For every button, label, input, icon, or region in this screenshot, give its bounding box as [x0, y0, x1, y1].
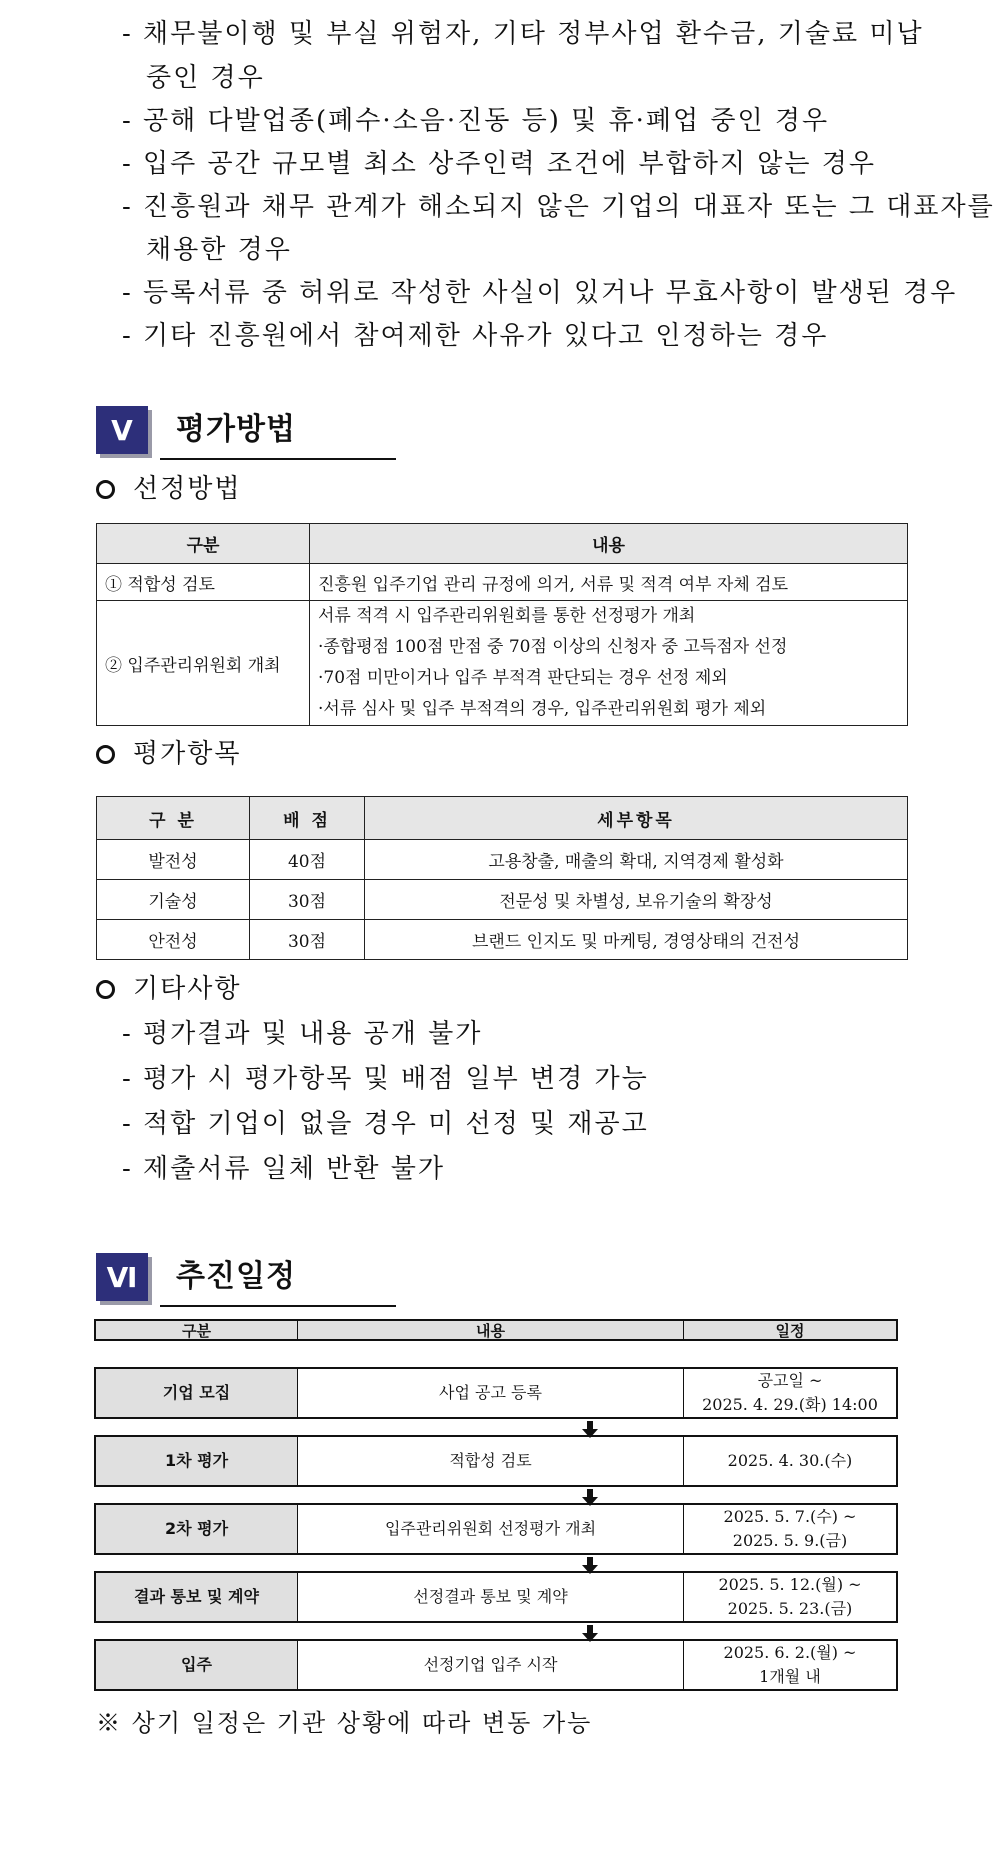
schedule-stage: 1차 평가 — [96, 1437, 298, 1485]
schedule-stage: 입주 — [96, 1641, 298, 1689]
list-item: 채용한 경우 — [146, 235, 292, 265]
list-item: - 평가 시 평가항목 및 배점 일부 변경 가능 — [122, 1064, 649, 1094]
schedule-date-line: 2025. 4. 29.(화) 14:00 — [702, 1395, 878, 1414]
schedule-date — [684, 1437, 896, 1485]
schedule-row — [94, 1435, 898, 1487]
list-item: - 제출서류 일체 반환 불가 — [122, 1154, 446, 1184]
schedule-date — [684, 1641, 896, 1689]
table-cell: 브랜드 인지도 및 마케팅, 경영상태의 건전성 — [365, 920, 908, 960]
table-row — [97, 840, 908, 880]
schedule-date — [684, 1505, 896, 1553]
schedule-content: 적합성 검토 — [298, 1437, 684, 1485]
schedule-row — [94, 1503, 898, 1555]
schedule-row — [94, 1571, 898, 1623]
schedule-content: 입주관리위원회 선정평가 개최 — [298, 1505, 684, 1553]
table-header-row — [97, 797, 908, 840]
table-header-cell: 세부항목 — [365, 797, 908, 840]
list-item: - 평가결과 및 내용 공개 불가 — [122, 1019, 483, 1049]
schedule-stage: 결과 통보 및 계약 — [96, 1573, 298, 1621]
table-cell: 30점 — [250, 920, 365, 960]
schedule-row — [94, 1639, 898, 1691]
schedule-date-line: 2025. 5. 23.(금) — [727, 1599, 853, 1618]
evaluation-items-table — [96, 796, 908, 960]
table-cell — [310, 601, 908, 726]
subheading-selection-method — [96, 471, 241, 507]
table-cell: ② 입주관리위원회 개최 — [97, 601, 310, 726]
section-title: 추진일정 — [176, 1259, 296, 1294]
list-item: - 공해 다발업종(폐수·소음·진동 등) 및 휴·폐업 중인 경우 — [122, 106, 830, 136]
list-item: - 채무불이행 및 부실 위험자, 기타 정부사업 환수금, 기술료 미납 — [122, 19, 924, 49]
schedule-date-line: 2025. 5. 9.(금) — [732, 1531, 848, 1550]
section-number-badge: Ⅵ — [96, 1253, 148, 1301]
table-header-cell: 구분 — [97, 524, 310, 564]
table-cell: 40점 — [250, 840, 365, 880]
schedule-content: 선정기업 입주 시작 — [298, 1641, 684, 1689]
table-row — [97, 601, 908, 726]
circle-bullet-icon — [96, 980, 115, 999]
table-header-cell: 배 점 — [250, 797, 365, 840]
section-underline — [160, 1305, 396, 1307]
schedule-date-line: 2025. 5. 12.(월) ~ — [718, 1575, 862, 1594]
table-row — [97, 564, 908, 601]
table-cell: 진흥원 입주기업 관리 규정에 의거, 서류 및 적격 여부 자체 검토 — [310, 564, 908, 601]
list-item: - 등록서류 중 허위로 작성한 사실이 있거나 무효사항이 발생된 경우 — [122, 278, 958, 308]
subheading-label: 기타사항 — [133, 974, 242, 1004]
subheading-label: 평가항목 — [133, 739, 242, 769]
table-cell: 전문성 및 차별성, 보유기술의 확장성 — [365, 880, 908, 920]
schedule-note: ※ 상기 일정은 기관 상황에 따라 변동 가능 — [96, 1709, 593, 1737]
section-title: 평가방법 — [176, 412, 296, 447]
table-cell-line: ·서류 심사 및 입주 부적격의 경우, 입주관리위원회 평가 제외 — [318, 699, 767, 719]
schedule-header-cell: 구분 — [96, 1321, 298, 1339]
schedule-content: 사업 공고 등록 — [298, 1369, 684, 1417]
schedule-header-row — [94, 1319, 898, 1341]
section-underline — [160, 458, 396, 460]
circle-bullet-icon — [96, 745, 115, 764]
schedule-date-line: 공고일 ~ — [757, 1371, 823, 1390]
table-cell-line: 서류 적격 시 입주관리위원회를 통한 선정평가 개최 — [318, 606, 696, 626]
table-row — [97, 920, 908, 960]
schedule-stage: 기업 모집 — [96, 1369, 298, 1417]
list-item: - 적합 기업이 없을 경우 미 선정 및 재공고 — [122, 1109, 649, 1139]
schedule-date-line: 2025. 5. 7.(수) ~ — [723, 1507, 857, 1526]
table-cell-line: ·종합평점 100점 만점 중 70점 이상의 신청자 중 고득점자 선정 — [318, 637, 788, 657]
subheading-etc — [96, 971, 241, 1007]
schedule-header-cell: 내용 — [298, 1321, 684, 1339]
list-item: - 입주 공간 규모별 최소 상주인력 조건에 부합하지 않는 경우 — [122, 149, 876, 179]
circle-bullet-icon — [96, 480, 115, 499]
table-cell: ① 적합성 검토 — [97, 564, 310, 601]
subheading-evaluation-items — [96, 736, 241, 772]
table-header-row — [97, 524, 908, 564]
table-row — [97, 880, 908, 920]
list-item: 중인 경우 — [146, 63, 265, 93]
selection-method-table — [96, 523, 908, 726]
schedule-date-line: 1개월 내 — [759, 1667, 821, 1686]
schedule-date-line: 2025. 4. 30.(수) — [727, 1451, 853, 1470]
schedule-row — [94, 1367, 898, 1419]
table-cell: 발전성 — [97, 840, 250, 880]
list-item: - 기타 진흥원에서 참여제한 사유가 있다고 인정하는 경우 — [122, 321, 829, 351]
schedule-content: 선정결과 통보 및 계약 — [298, 1573, 684, 1621]
schedule-date — [684, 1573, 896, 1621]
schedule-date-line: 2025. 6. 2.(월) ~ — [723, 1643, 857, 1662]
schedule-stage: 2차 평가 — [96, 1505, 298, 1553]
table-cell: 30점 — [250, 880, 365, 920]
section-number-badge: Ⅴ — [96, 406, 148, 454]
table-cell: 기술성 — [97, 880, 250, 920]
list-item: - 진흥원과 채무 관계가 해소되지 않은 기업의 대표자 또는 그 대표자를 — [122, 192, 995, 222]
table-header-cell: 내용 — [310, 524, 908, 564]
table-cell: 안전성 — [97, 920, 250, 960]
subheading-label: 선정방법 — [133, 474, 242, 504]
schedule-header-cell: 일정 — [775, 1321, 805, 1340]
table-cell: 고용창출, 매출의 확대, 지역경제 활성화 — [365, 840, 908, 880]
schedule-date — [684, 1369, 896, 1417]
table-cell-line: ·70점 미만이거나 입주 부적격 판단되는 경우 선정 제외 — [318, 668, 728, 688]
table-header-cell: 구 분 — [97, 797, 250, 840]
